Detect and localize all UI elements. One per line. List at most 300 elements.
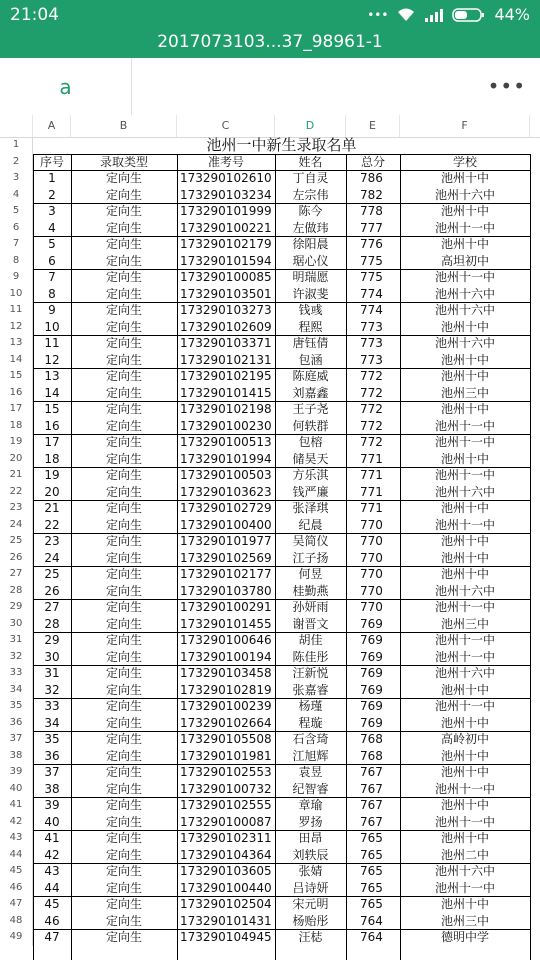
cell-index[interactable]: 37 [44, 765, 60, 779]
cell-score[interactable]: 765 [360, 847, 383, 862]
cell-score[interactable]: 770 [360, 517, 383, 532]
cell-score[interactable]: 765 [360, 880, 383, 895]
cell-name[interactable]: 田昂 [298, 831, 323, 845]
cell-name[interactable]: 左宗伟 [292, 187, 329, 202]
text-format-button[interactable]: a [0, 58, 132, 115]
cell-exam-number[interactable]: 173290103371 [180, 336, 272, 350]
cell-name[interactable]: 陈庭威 [292, 369, 329, 383]
cell-school[interactable]: 池州十六中 [434, 303, 495, 317]
cell-index[interactable]: 7 [48, 270, 56, 284]
cell-index[interactable]: 16 [44, 418, 60, 433]
row-number[interactable]: 11 [0, 302, 33, 319]
cell-index[interactable]: 4 [48, 220, 56, 235]
cell-score[interactable]: 778 [360, 204, 383, 218]
cell-score[interactable]: 771 [360, 484, 383, 499]
cell-admission-type[interactable]: 定向生 [105, 369, 142, 383]
cell-index[interactable]: 32 [44, 682, 60, 697]
cell-name[interactable]: 徐阳晨 [292, 237, 329, 251]
cell-admission-type[interactable]: 定向生 [105, 303, 142, 317]
cell-score[interactable]: 775 [360, 253, 383, 268]
cell-admission-type[interactable]: 定向生 [105, 567, 142, 581]
cell-index[interactable]: 19 [44, 468, 60, 482]
cell-index[interactable]: 5 [48, 237, 56, 251]
row-number[interactable]: 45 [0, 863, 33, 880]
cell-index[interactable]: 29 [44, 633, 60, 647]
cell-admission-type[interactable]: 定向生 [105, 402, 142, 416]
cell-name[interactable]: 桂勤燕 [292, 583, 329, 598]
cell-school[interactable]: 池州十中 [440, 550, 489, 565]
row-number[interactable]: 29 [0, 599, 33, 616]
row-number[interactable]: 1 [0, 137, 33, 154]
cell-admission-type[interactable]: 定向生 [105, 517, 142, 532]
row-number[interactable]: 27 [0, 566, 33, 583]
cell-index[interactable]: 22 [44, 517, 60, 532]
cell-score[interactable]: 769 [360, 699, 383, 713]
cell-name[interactable]: 谢晋文 [292, 616, 329, 631]
cell-admission-type[interactable]: 定向生 [105, 336, 142, 350]
cell-index[interactable]: 45 [44, 897, 60, 911]
cell-score[interactable]: 772 [360, 418, 383, 433]
cell-index[interactable]: 42 [44, 847, 60, 862]
cell-exam-number[interactable]: 173290103458 [180, 666, 272, 680]
cell-school[interactable]: 池州十六中 [434, 286, 495, 301]
cell-school[interactable]: 池州十中 [440, 748, 489, 763]
row-number[interactable]: 41 [0, 797, 33, 814]
cell-name[interactable]: 琚心仪 [292, 253, 329, 268]
row-number[interactable]: 43 [0, 830, 33, 847]
column-header-c[interactable]: C [177, 115, 275, 137]
cell-school[interactable]: 池州十六中 [434, 666, 495, 680]
cell-name[interactable]: 石含琦 [292, 732, 329, 746]
cell-index[interactable]: 20 [44, 484, 60, 499]
cell-score[interactable]: 777 [360, 220, 383, 235]
row-number[interactable]: 44 [0, 847, 33, 864]
row-number[interactable]: 34 [0, 682, 33, 699]
cell-school[interactable]: 池州十一中 [434, 880, 495, 895]
cell-name[interactable]: 纪晨 [298, 517, 323, 532]
row-number[interactable]: 16 [0, 385, 33, 402]
cell-school[interactable]: 池州十中 [440, 567, 489, 581]
column-header-e[interactable]: E [346, 115, 400, 137]
cell-name[interactable]: 包涵 [298, 352, 323, 367]
cell-admission-type[interactable]: 定向生 [105, 468, 142, 482]
cell-school[interactable]: 池州十六中 [434, 336, 495, 350]
cell-score[interactable]: 772 [360, 369, 383, 383]
cell-score[interactable]: 770 [360, 550, 383, 565]
cell-exam-number[interactable]: 173290105508 [180, 732, 272, 746]
row-number[interactable]: 31 [0, 632, 33, 649]
row-number[interactable]: 19 [0, 434, 33, 451]
cell-admission-type[interactable]: 定向生 [105, 600, 142, 614]
cell-school[interactable]: 池州十中 [440, 682, 489, 697]
cell-school[interactable]: 池州十一中 [434, 468, 495, 482]
row-number[interactable]: 49 [0, 929, 33, 946]
cell-score[interactable]: 770 [360, 600, 383, 614]
cell-index[interactable]: 2 [48, 187, 56, 202]
cell-index[interactable]: 27 [44, 600, 60, 614]
cell-admission-type[interactable]: 定向生 [105, 286, 142, 301]
cell-school[interactable]: 德明中学 [440, 930, 489, 944]
header-name[interactable]: 姓名 [298, 154, 323, 169]
cell-exam-number[interactable]: 173290102179 [180, 237, 272, 251]
cell-index[interactable]: 15 [44, 402, 60, 416]
cell-score[interactable]: 786 [360, 171, 383, 185]
cell-index[interactable]: 14 [44, 385, 60, 400]
row-number[interactable]: 13 [0, 335, 33, 352]
cell-score[interactable]: 771 [360, 468, 383, 482]
cell-name[interactable]: 吴简仪 [292, 534, 329, 548]
cell-score[interactable]: 769 [360, 649, 383, 664]
cell-school[interactable]: 池州十中 [440, 534, 489, 548]
cell-score[interactable]: 770 [360, 583, 383, 598]
cell-admission-type[interactable]: 定向生 [105, 484, 142, 499]
row-number[interactable]: 4 [0, 187, 33, 204]
cell-score[interactable]: 776 [360, 237, 383, 251]
cell-exam-number[interactable]: 173290102553 [180, 765, 272, 779]
cell-index[interactable]: 21 [44, 501, 60, 515]
cell-index[interactable]: 44 [44, 880, 60, 895]
cell-admission-type[interactable]: 定向生 [105, 204, 142, 218]
cell-name[interactable]: 何轶群 [292, 418, 329, 433]
row-number[interactable]: 38 [0, 748, 33, 765]
corner-cell[interactable] [0, 115, 33, 137]
cell-school[interactable]: 池州十中 [440, 501, 489, 515]
cell-score[interactable]: 772 [360, 435, 383, 449]
spreadsheet[interactable] [0, 115, 540, 960]
cell-name[interactable]: 杨瑾 [298, 699, 323, 713]
cell-admission-type[interactable]: 定向生 [105, 913, 142, 928]
cell-admission-type[interactable]: 定向生 [105, 385, 142, 400]
cell-admission-type[interactable]: 定向生 [105, 534, 142, 548]
cell-school[interactable]: 高坦初中 [440, 253, 489, 268]
cell-exam-number[interactable]: 173290100087 [180, 814, 272, 829]
cell-exam-number[interactable]: 173290101594 [180, 253, 272, 268]
header-school[interactable]: 学校 [452, 154, 477, 169]
row-number[interactable]: 39 [0, 764, 33, 781]
column-header-a[interactable]: A [33, 115, 71, 137]
cell-exam-number[interactable]: 173290100239 [180, 699, 272, 713]
cell-index[interactable]: 13 [44, 369, 60, 383]
cell-name[interactable]: 纪智睿 [292, 781, 329, 796]
cell-name[interactable]: 唐钰倩 [292, 336, 329, 350]
column-header-b[interactable]: B [71, 115, 177, 137]
cell-index[interactable]: 3 [48, 204, 56, 218]
cell-admission-type[interactable]: 定向生 [105, 633, 142, 647]
cell-school[interactable]: 池州十六中 [434, 484, 495, 499]
cell-name[interactable]: 张泽琪 [292, 501, 329, 515]
cell-name[interactable]: 吕诗妍 [292, 880, 329, 895]
column-header-d[interactable]: D [275, 115, 346, 137]
cell-exam-number[interactable]: 173290102664 [180, 715, 272, 730]
cell-index[interactable]: 12 [44, 352, 60, 367]
cell-name[interactable]: 罗扬 [298, 814, 323, 829]
row-number[interactable]: 17 [0, 401, 33, 418]
cell-exam-number[interactable]: 173290104945 [180, 930, 272, 944]
cell-school[interactable]: 池州十中 [440, 451, 489, 466]
cell-exam-number[interactable]: 173290102729 [180, 501, 272, 515]
cell-exam-number[interactable]: 173290100085 [180, 270, 272, 284]
cell-score[interactable]: 770 [360, 567, 383, 581]
cell-name[interactable]: 章瑜 [298, 798, 323, 812]
cell-name[interactable]: 储昊天 [292, 451, 329, 466]
cell-school[interactable]: 池州三中 [440, 913, 489, 928]
cell-admission-type[interactable]: 定向生 [105, 765, 142, 779]
cell-school[interactable]: 池州十中 [440, 897, 489, 911]
row-number[interactable]: 9 [0, 269, 33, 286]
cell-admission-type[interactable]: 定向生 [105, 550, 142, 565]
cell-name[interactable]: 左做玮 [292, 220, 329, 235]
cell-name[interactable]: 方乐淇 [292, 468, 329, 482]
cell-exam-number[interactable]: 173290103623 [180, 484, 272, 499]
cell-index[interactable]: 28 [44, 616, 60, 631]
cell-school[interactable]: 池州十一中 [434, 600, 495, 614]
cell-admission-type[interactable]: 定向生 [105, 682, 142, 697]
cell-score[interactable]: 769 [360, 633, 383, 647]
cell-score[interactable]: 769 [360, 682, 383, 697]
cell-name[interactable]: 许淑斐 [292, 286, 329, 301]
cell-admission-type[interactable]: 定向生 [105, 715, 142, 730]
cell-exam-number[interactable]: 173290103780 [180, 583, 272, 598]
cell-school[interactable]: 池州十中 [440, 765, 489, 779]
cell-index[interactable]: 9 [48, 303, 56, 317]
row-number[interactable]: 32 [0, 649, 33, 666]
cell-admission-type[interactable]: 定向生 [105, 451, 142, 466]
cell-index[interactable]: 17 [44, 435, 60, 449]
cell-score[interactable]: 767 [360, 798, 383, 812]
cell-score[interactable]: 765 [360, 831, 383, 845]
cell-exam-number[interactable]: 173290102504 [180, 897, 272, 911]
cell-school[interactable]: 池州十一中 [434, 781, 495, 796]
row-number[interactable]: 22 [0, 484, 33, 501]
cell-score[interactable]: 765 [360, 897, 383, 911]
cell-score[interactable]: 764 [360, 913, 383, 928]
cell-admission-type[interactable]: 定向生 [105, 732, 142, 746]
cell-score[interactable]: 773 [360, 319, 383, 334]
cell-admission-type[interactable]: 定向生 [105, 616, 142, 631]
cell-school[interactable]: 池州十六中 [434, 583, 495, 598]
cell-name[interactable]: 程熙 [298, 319, 323, 334]
cell-score[interactable]: 769 [360, 666, 383, 680]
row-number[interactable]: 23 [0, 500, 33, 517]
cell-name[interactable]: 明瑞愿 [292, 270, 329, 284]
row-number[interactable]: 40 [0, 781, 33, 798]
cell-name[interactable]: 杨贻彤 [292, 913, 329, 928]
cell-index[interactable]: 10 [44, 319, 60, 334]
cell-exam-number[interactable]: 173290100732 [180, 781, 272, 796]
cell-school[interactable]: 池州三中 [440, 616, 489, 631]
cell-exam-number[interactable]: 173290100291 [180, 600, 272, 614]
cell-school[interactable]: 池州十中 [440, 715, 489, 730]
row-number[interactable]: 12 [0, 319, 33, 336]
cell-school[interactable]: 池州十一中 [434, 814, 495, 829]
cell-exam-number[interactable]: 173290100400 [180, 517, 272, 532]
cell-school[interactable]: 池州十六中 [434, 864, 495, 878]
cell-index[interactable]: 6 [48, 253, 56, 268]
cell-score[interactable]: 773 [360, 352, 383, 367]
cell-name[interactable]: 汪新悦 [292, 666, 329, 680]
cell-score[interactable]: 772 [360, 385, 383, 400]
cell-score[interactable]: 774 [360, 286, 383, 301]
cell-admission-type[interactable]: 定向生 [105, 418, 142, 433]
cell-exam-number[interactable]: 173290100646 [180, 633, 272, 647]
header-admission-type[interactable]: 录取类型 [99, 154, 148, 169]
cell-admission-type[interactable]: 定向生 [105, 583, 142, 598]
cell-exam-number[interactable]: 173290101981 [180, 748, 272, 763]
cell-index[interactable]: 38 [44, 781, 60, 796]
cell-index[interactable]: 8 [48, 286, 56, 301]
cell-name[interactable]: 何昱 [298, 567, 323, 581]
cell-school[interactable]: 池州十一中 [434, 418, 495, 433]
cell-exam-number[interactable]: 173290102195 [180, 369, 272, 383]
cell-admission-type[interactable]: 定向生 [105, 171, 142, 185]
cell-exam-number[interactable]: 173290100194 [180, 649, 272, 664]
cell-school[interactable]: 池州十一中 [434, 649, 495, 664]
cell-score[interactable]: 772 [360, 402, 383, 416]
cell-admission-type[interactable]: 定向生 [105, 352, 142, 367]
row-number[interactable]: 7 [0, 236, 33, 253]
cell-name[interactable]: 江旭辉 [292, 748, 329, 763]
row-number[interactable]: 21 [0, 467, 33, 484]
cell-exam-number[interactable]: 173290104364 [180, 847, 272, 862]
cell-score[interactable]: 769 [360, 616, 383, 631]
cell-school[interactable]: 池州十中 [440, 798, 489, 812]
cell-score[interactable]: 767 [360, 765, 383, 779]
row-number[interactable]: 8 [0, 253, 33, 270]
cell-score[interactable]: 775 [360, 270, 383, 284]
cell-exam-number[interactable]: 173290100230 [180, 418, 272, 433]
cell-exam-number[interactable]: 173290102609 [180, 319, 272, 334]
row-number[interactable]: 35 [0, 698, 33, 715]
cell-exam-number[interactable]: 173290102177 [180, 567, 272, 581]
row-number[interactable]: 47 [0, 896, 33, 913]
cell-score[interactable]: 768 [360, 748, 383, 763]
cell-admission-type[interactable]: 定向生 [105, 847, 142, 862]
cell-score[interactable]: 765 [360, 864, 383, 878]
cell-index[interactable]: 39 [44, 798, 60, 812]
cell-admission-type[interactable]: 定向生 [105, 748, 142, 763]
cell-admission-type[interactable]: 定向生 [105, 798, 142, 812]
cell-name[interactable]: 江子扬 [292, 550, 329, 565]
cell-exam-number[interactable]: 173290101431 [180, 913, 272, 928]
cell-admission-type[interactable]: 定向生 [105, 649, 142, 664]
row-number[interactable]: 18 [0, 418, 33, 435]
cell-admission-type[interactable]: 定向生 [105, 501, 142, 515]
column-header-f[interactable]: F [400, 115, 530, 137]
cell-index[interactable]: 11 [44, 336, 60, 350]
cell-index[interactable]: 25 [44, 567, 60, 581]
cell-school[interactable]: 池州十中 [440, 831, 489, 845]
cell-score[interactable]: 770 [360, 534, 383, 548]
cell-name[interactable]: 张婧 [298, 864, 323, 878]
cell-school[interactable]: 池州十一中 [434, 220, 495, 235]
cell-school[interactable]: 高岭初中 [440, 732, 489, 746]
cell-school[interactable]: 池州十中 [440, 352, 489, 367]
row-number[interactable]: 20 [0, 451, 33, 468]
cell-index[interactable]: 33 [44, 699, 60, 713]
row-number[interactable]: 33 [0, 665, 33, 682]
row-number[interactable]: 3 [0, 170, 33, 187]
row-number[interactable]: 46 [0, 880, 33, 897]
cell-score[interactable]: 773 [360, 336, 383, 350]
cell-exam-number[interactable]: 173290101455 [180, 616, 272, 631]
cell-index[interactable]: 36 [44, 748, 60, 763]
header-exam-number[interactable]: 准考号 [207, 154, 244, 169]
cell-name[interactable]: 钱严廉 [292, 484, 329, 499]
cell-school[interactable]: 池州十一中 [434, 699, 495, 713]
more-options-button[interactable]: ••• [487, 74, 526, 98]
cell-school[interactable]: 池州十一中 [434, 270, 495, 284]
cell-score[interactable]: 769 [360, 715, 383, 730]
cell-index[interactable]: 47 [44, 930, 60, 944]
cell-school[interactable]: 池州三中 [440, 385, 489, 400]
cell-exam-number[interactable]: 173290102131 [180, 352, 272, 367]
cell-exam-number[interactable]: 173290103273 [180, 303, 272, 317]
cell-score[interactable]: 767 [360, 781, 383, 796]
cell-exam-number[interactable]: 173290102569 [180, 550, 272, 565]
cell-exam-number[interactable]: 173290103605 [180, 864, 272, 878]
cell-index[interactable]: 26 [44, 583, 60, 598]
cell-exam-number[interactable]: 173290102819 [180, 682, 272, 697]
cell-admission-type[interactable]: 定向生 [105, 930, 142, 944]
cell-school[interactable]: 池州十中 [440, 237, 489, 251]
cell-exam-number[interactable]: 173290103501 [180, 286, 272, 301]
cell-school[interactable]: 池州十六中 [434, 187, 495, 202]
cell-index[interactable]: 18 [44, 451, 60, 466]
sheet-title[interactable]: 池州一中新生录取名单 [206, 136, 357, 154]
cell-name[interactable]: 汪梽 [298, 930, 323, 944]
cell-name[interactable]: 钱彧 [298, 303, 323, 317]
cell-exam-number[interactable]: 173290101999 [180, 204, 272, 218]
row-number[interactable]: 28 [0, 583, 33, 600]
cell-exam-number[interactable]: 173290103234 [180, 187, 272, 202]
cell-admission-type[interactable]: 定向生 [105, 699, 142, 713]
cell-exam-number[interactable]: 173290102311 [180, 831, 272, 845]
cell-exam-number[interactable]: 173290100503 [180, 468, 272, 482]
cell-index[interactable]: 46 [44, 913, 60, 928]
row-number[interactable]: 14 [0, 352, 33, 369]
cell-name[interactable]: 刘轶辰 [292, 847, 329, 862]
cell-admission-type[interactable]: 定向生 [105, 270, 142, 284]
cell-name[interactable]: 包榕 [298, 435, 323, 449]
cell-name[interactable]: 胡佳 [298, 633, 323, 647]
cell-name[interactable]: 陈今 [298, 204, 323, 218]
cell-school[interactable]: 池州十中 [440, 369, 489, 383]
cell-school[interactable]: 池州十中 [440, 171, 489, 185]
cell-admission-type[interactable]: 定向生 [105, 781, 142, 796]
cell-admission-type[interactable]: 定向生 [105, 666, 142, 680]
cell-name[interactable]: 张嘉睿 [292, 682, 329, 697]
cell-admission-type[interactable]: 定向生 [105, 814, 142, 829]
row-number[interactable]: 24 [0, 517, 33, 534]
cell-admission-type[interactable]: 定向生 [105, 831, 142, 845]
row-number[interactable]: 25 [0, 533, 33, 550]
cell-name[interactable]: 程璇 [298, 715, 323, 730]
cell-school[interactable]: 池州十中 [440, 402, 489, 416]
row-number[interactable]: 15 [0, 368, 33, 385]
cell-exam-number[interactable]: 173290100440 [180, 880, 272, 895]
row-number[interactable]: 48 [0, 913, 33, 930]
cell-name[interactable]: 王子尧 [292, 402, 329, 416]
cell-admission-type[interactable]: 定向生 [105, 880, 142, 895]
cell-school[interactable]: 池州二中 [440, 847, 489, 862]
cell-index[interactable]: 1 [48, 171, 56, 185]
cell-admission-type[interactable]: 定向生 [105, 864, 142, 878]
cell-admission-type[interactable]: 定向生 [105, 253, 142, 268]
cell-score[interactable]: 782 [360, 187, 383, 202]
cell-name[interactable]: 袁昱 [298, 765, 323, 779]
header-score[interactable]: 总分 [360, 154, 385, 169]
cell-index[interactable]: 24 [44, 550, 60, 565]
